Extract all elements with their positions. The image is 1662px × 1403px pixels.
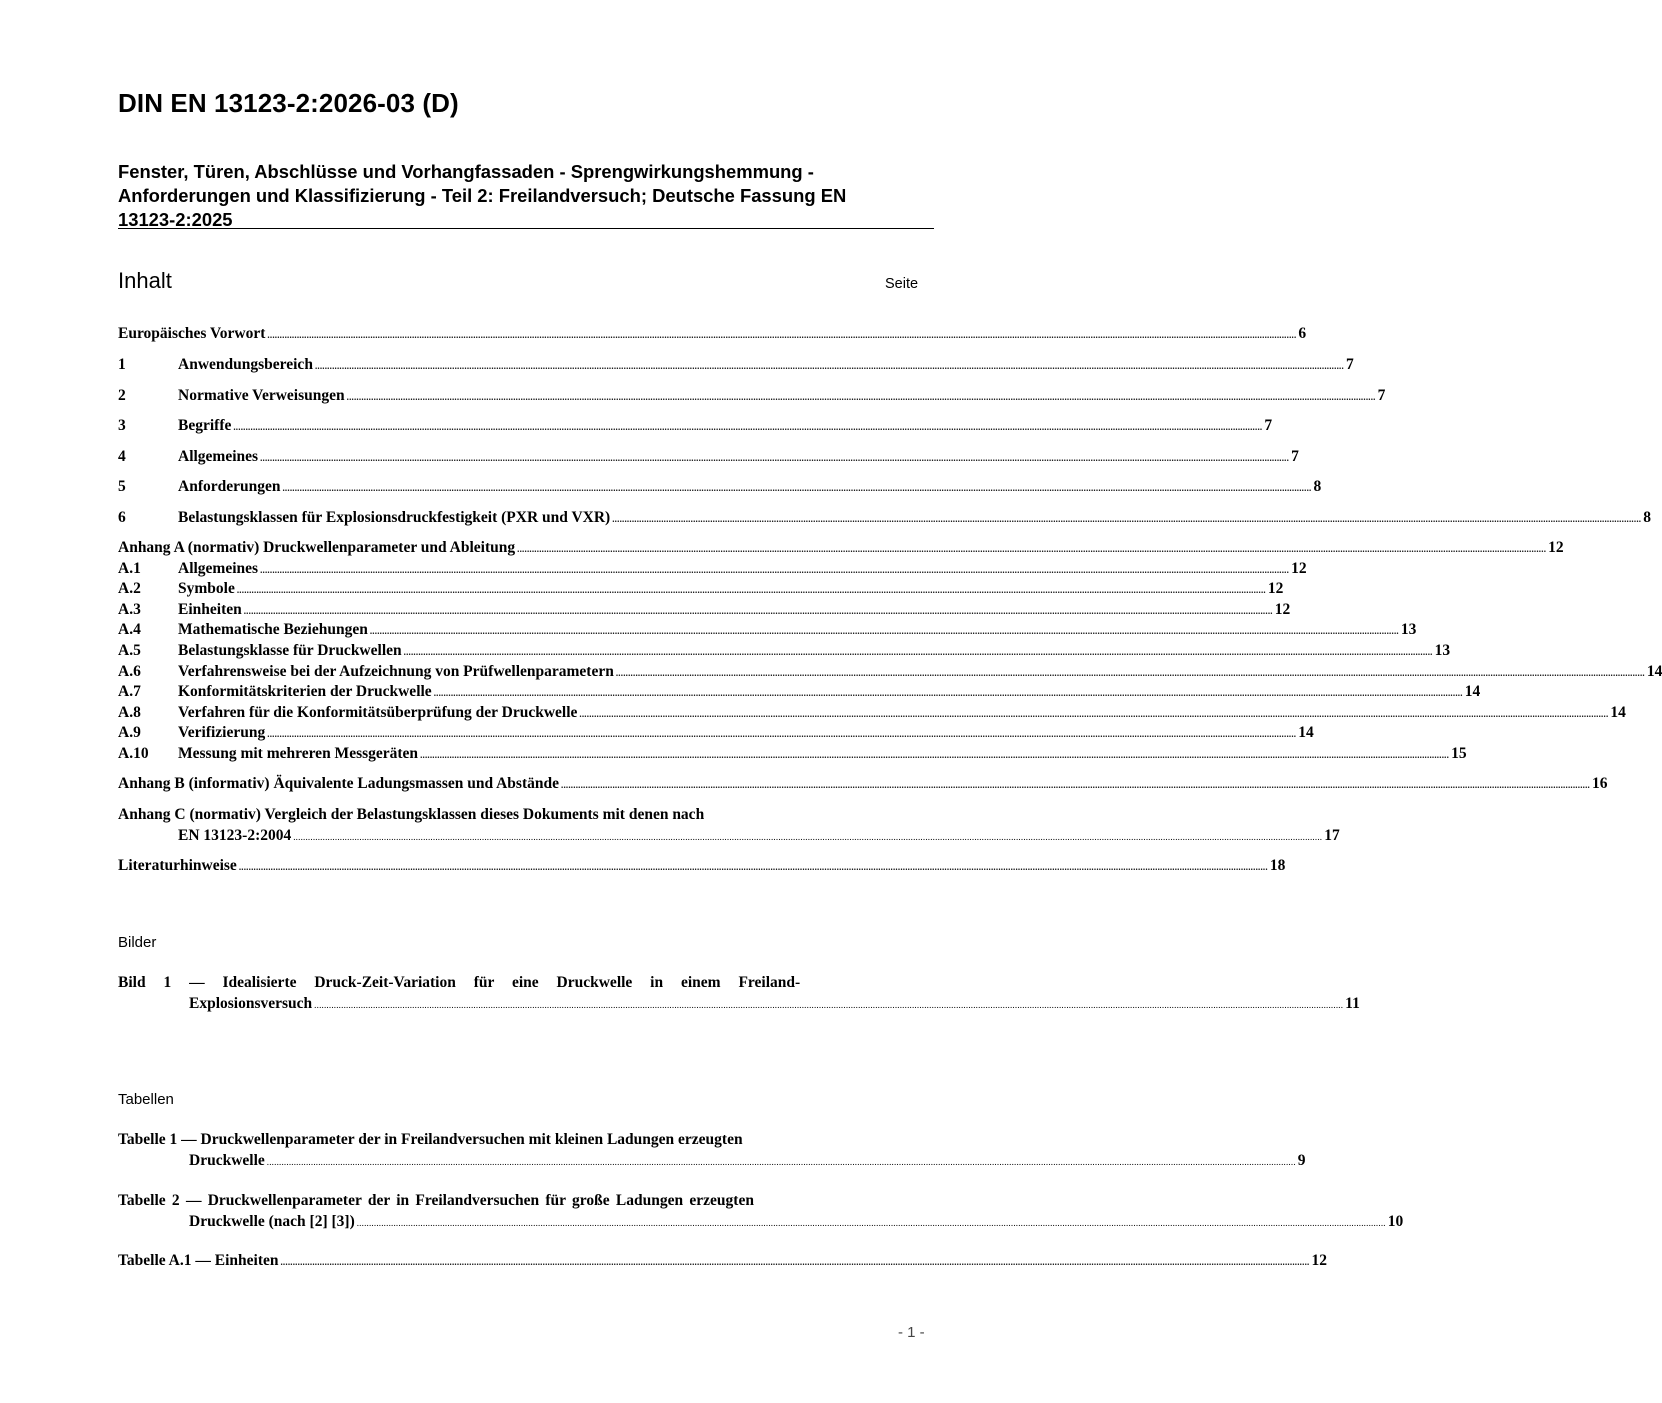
toc-entry-title: Messung mit mehreren Messgeräten: [178, 745, 419, 762]
dot-leader: ....................................................................................................................................................................................................................................................................................................................................................................................................................................: [266, 1157, 1296, 1167]
toc-entry-page: 16: [1592, 775, 1608, 792]
toc-entry-title: Belastungsklasse für Druckwellen: [178, 642, 402, 659]
toc-entry-page: 7: [1264, 417, 1273, 434]
toc-entry-anhang-a[interactable]: [118, 538, 1564, 558]
table-entry-title: Tabelle A.1 — Einheiten: [118, 1252, 279, 1269]
document-title: DIN EN 13123-2:2026-03 (D): [118, 88, 459, 118]
toc-entry-page: 8: [1643, 509, 1651, 526]
toc-entry-title: Verifizierung: [178, 724, 266, 741]
dot-leader: ....................................................................................................................................................................................................................................................................................................................................................................................................................................: [420, 750, 1450, 760]
toc-entry-number: A.6: [118, 663, 141, 680]
dot-leader: ....................................................................................................................................................................................................................................................................................................................................................................................................................................: [356, 1218, 1386, 1228]
dot-leader: ....................................................................................................................................................................................................................................................................................................................................................................................................................................: [238, 862, 1268, 872]
dot-leader: ....................................................................................................................................................................................................................................................................................................................................................................................................................................: [369, 626, 1399, 636]
dot-leader: ....................................................................................................................................................................................................................................................................................................................................................................................................................................: [236, 585, 1266, 595]
toc-entry-a3[interactable]: [118, 600, 1291, 620]
toc-entry-title: Anhang B (informativ) Äquivalente Ladungsmassen und Abstände: [118, 775, 559, 792]
toc-entry-title: Verfahren für die Konformitätsüberprüfung der Druckwelle: [178, 704, 578, 721]
toc-entry-title: Anhang C (normativ) Vergleich der Belastungsklassen dieses Dokuments mit denen nach: [118, 806, 705, 823]
dot-leader: ....................................................................................................................................................................................................................................................................................................................................................................................................................................: [260, 565, 1290, 575]
toc-entry-number: A.1: [118, 560, 141, 577]
toc-entry-title: Allgemeines: [178, 560, 259, 577]
dot-leader: ....................................................................................................................................................................................................................................................................................................................................................................................................................................: [314, 361, 1344, 371]
toc-entry-title: Belastungsklassen für Explosionsdruckfestigkeit (PXR und VXR): [178, 509, 611, 526]
figure-entry-continuation: [118, 993, 1360, 1014]
toc-entry-page: 13: [1400, 621, 1417, 638]
toc-entry-page: 18: [1269, 857, 1286, 874]
toc-entry-page: 8: [1313, 478, 1322, 495]
toc-entry-number: 3: [118, 417, 126, 434]
toc-entry-title: Mathematische Beziehungen: [178, 621, 368, 638]
dot-leader: ....................................................................................................................................................................................................................................................................................................................................................................................................................................: [267, 729, 1297, 739]
toc-entry-a1[interactable]: [118, 559, 1307, 579]
toc-entry-title: Anhang A (normativ) Druckwellenparameter und Ableitung: [118, 539, 516, 556]
toc-entry-title: Allgemeines: [178, 448, 259, 465]
table-entry-2[interactable]: [118, 1190, 1404, 1232]
toc-entry-page: 7: [1291, 448, 1299, 465]
toc-entry-3[interactable]: [118, 416, 1273, 436]
dot-leader: ....................................................................................................................................................................................................................................................................................................................................................................................................................................: [293, 832, 1323, 842]
dot-leader: ....................................................................................................................................................................................................................................................................................................................................................................................................................................: [403, 647, 1433, 657]
toc-entry-number: A.7: [118, 683, 141, 700]
table-entry-title-continued: Druckwelle (nach [2] [3]): [189, 1213, 355, 1230]
header-rule: [118, 228, 934, 229]
toc-entry-title: Anforderungen: [178, 478, 281, 495]
toc-entry-5[interactable]: [118, 477, 1322, 497]
toc-entry-page: 14: [1646, 663, 1662, 680]
figure-entry-1[interactable]: [118, 972, 1360, 1014]
toc-entry-title: Literaturhinweise: [118, 857, 237, 874]
table-entry-a1[interactable]: [118, 1251, 1327, 1271]
toc-entry-number: 6: [118, 509, 126, 526]
toc-entry-page: 12: [1274, 601, 1291, 618]
dot-leader: ....................................................................................................................................................................................................................................................................................................................................................................................................................................: [233, 422, 1263, 432]
toc-entry-page: 14: [1464, 683, 1481, 700]
dot-leader: ....................................................................................................................................................................................................................................................................................................................................................................................................................................: [615, 668, 1645, 678]
toc-entry-title: Begriffe: [178, 417, 232, 434]
toc-entry-6[interactable]: [118, 508, 1651, 528]
toc-entry-page: 13: [1434, 642, 1451, 659]
toc-entry-number: 5: [118, 478, 126, 495]
toc-entry-title: Anwendungsbereich: [178, 356, 313, 373]
toc-entry-title: Europäisches Vorwort: [118, 325, 266, 342]
dot-leader: ....................................................................................................................................................................................................................................................................................................................................................................................................................................: [346, 392, 1376, 402]
figures-heading: Bilder: [118, 934, 157, 951]
dot-leader: ....................................................................................................................................................................................................................................................................................................................................................................................................................................: [282, 483, 1312, 493]
toc-entry-title: Konformitätskriterien der Druckwelle: [178, 683, 432, 700]
toc-entry-number: 2: [118, 387, 126, 404]
page-column-label: Seite: [885, 276, 919, 292]
toc-entry-page: 12: [1267, 580, 1284, 597]
toc-entry-number: A.10: [118, 745, 149, 762]
toc-entry-1[interactable]: [118, 355, 1354, 375]
dot-leader: ....................................................................................................................................................................................................................................................................................................................................................................................................................................: [260, 453, 1290, 463]
table-entry-continuation: [118, 1211, 1404, 1232]
toc-entry-title: Symbole: [178, 580, 235, 597]
toc-entry-literatur[interactable]: [118, 856, 1286, 876]
table-entry-title: Tabelle 2 — Druckwellenparameter der in Freilandversuchen für große Ladungen erzeugten: [118, 1192, 754, 1209]
toc-entry-vorwort[interactable]: [118, 324, 1307, 344]
toc-entry-page: 12: [1548, 539, 1564, 556]
dot-leader: ....................................................................................................................................................................................................................................................................................................................................................................................................................................: [280, 1257, 1310, 1267]
toc-entry-title: Normative Verweisungen: [178, 387, 345, 404]
toc-entry-continuation: [118, 825, 1340, 846]
dot-leader: ....................................................................................................................................................................................................................................................................................................................................................................................................................................: [561, 780, 1590, 790]
toc-entry-number: 4: [118, 448, 126, 465]
table-entry-page: 12: [1311, 1252, 1327, 1269]
figure-entry-title-continued: Explosionsversuch: [189, 995, 313, 1012]
table-entry-title-continued: Druckwelle: [189, 1152, 265, 1169]
toc-entry-page: 14: [1610, 704, 1626, 721]
dot-leader: ....................................................................................................................................................................................................................................................................................................................................................................................................................................: [267, 330, 1297, 340]
table-entry-continuation: [118, 1150, 1306, 1171]
toc-entry-number: A.9: [118, 724, 141, 741]
toc-entry-anhang-c[interactable]: [118, 804, 1340, 846]
table-entry-1[interactable]: [118, 1129, 1306, 1171]
toc-entry-page: 7: [1345, 356, 1354, 373]
tables-heading: Tabellen: [118, 1091, 174, 1108]
toc-entry-page: 12: [1291, 560, 1307, 577]
toc-entry-number: A.8: [118, 704, 141, 721]
toc-entry-number: A.4: [118, 621, 141, 638]
dot-leader: ....................................................................................................................................................................................................................................................................................................................................................................................................................................: [517, 544, 1547, 554]
dot-leader: ....................................................................................................................................................................................................................................................................................................................................................................................................................................: [433, 688, 1463, 698]
toc-entry-title-continued: EN 13123-2:2004: [178, 827, 292, 844]
table-entry-page: 9: [1297, 1152, 1306, 1169]
document-subtitle: [118, 160, 930, 232]
toc-entry-a10[interactable]: [118, 744, 1467, 764]
toc-entry-number: A.5: [118, 642, 141, 659]
toc-entry-2[interactable]: [118, 386, 1386, 406]
dot-leader: ....................................................................................................................................................................................................................................................................................................................................................................................................................................: [579, 709, 1609, 719]
toc-entry-a2[interactable]: [118, 579, 1284, 599]
subtitle-line: Anforderungen und Klassifizierung - Teil 2: Freilandversuch; Deutsche Fassung EN: [118, 185, 847, 206]
toc-entry-page: 17: [1324, 827, 1340, 844]
table-entry-title: Tabelle 1 — Druckwellenparameter der in Freilandversuchen mit kleinen Ladungen erzeugten: [118, 1131, 743, 1148]
toc-entry-a4[interactable]: [118, 620, 1417, 640]
subtitle-line: 13123-2:2025: [118, 209, 233, 230]
dot-leader: ....................................................................................................................................................................................................................................................................................................................................................................................................................................: [314, 1000, 1344, 1010]
toc-entry-page: 7: [1377, 387, 1386, 404]
figure-entry-page: 11: [1345, 995, 1360, 1012]
toc-entry-page: 6: [1298, 325, 1307, 342]
figure-entry-title: Bild 1 — Idealisierte Druck-Zeit-Variation für eine Druckwelle in einem Freiland-: [118, 974, 801, 991]
toc-entry-anhang-b[interactable]: [118, 774, 1608, 794]
page-number: - 1 -: [898, 1324, 925, 1341]
toc-entry-a5[interactable]: [118, 641, 1451, 661]
toc-entry-page: 15: [1451, 745, 1467, 762]
toc-heading: Inhalt: [118, 268, 172, 293]
subtitle-line: Fenster, Türen, Abschlüsse und Vorhangfassaden - Sprengwirkungshemmung -: [118, 161, 814, 182]
toc-entry-number: A.3: [118, 601, 141, 618]
table-entry-page: 10: [1387, 1213, 1404, 1230]
toc-entry-title: Verfahrensweise bei der Aufzeichnung von Prüfwellenparametern: [178, 663, 614, 680]
toc-entry-number: 1: [118, 356, 126, 373]
dot-leader: ....................................................................................................................................................................................................................................................................................................................................................................................................................................: [612, 514, 1642, 524]
toc-entry-a6[interactable]: [118, 662, 1662, 682]
toc-entry-a7[interactable]: [118, 682, 1481, 702]
toc-entry-page: 14: [1298, 724, 1314, 741]
toc-entry-a8[interactable]: [118, 703, 1626, 723]
toc-entry-title: Einheiten: [178, 601, 242, 618]
toc-entry-4[interactable]: [118, 447, 1299, 467]
dot-leader: ....................................................................................................................................................................................................................................................................................................................................................................................................................................: [243, 606, 1273, 616]
toc-entry-number: A.2: [118, 580, 141, 597]
toc-entry-a9[interactable]: [118, 723, 1314, 743]
